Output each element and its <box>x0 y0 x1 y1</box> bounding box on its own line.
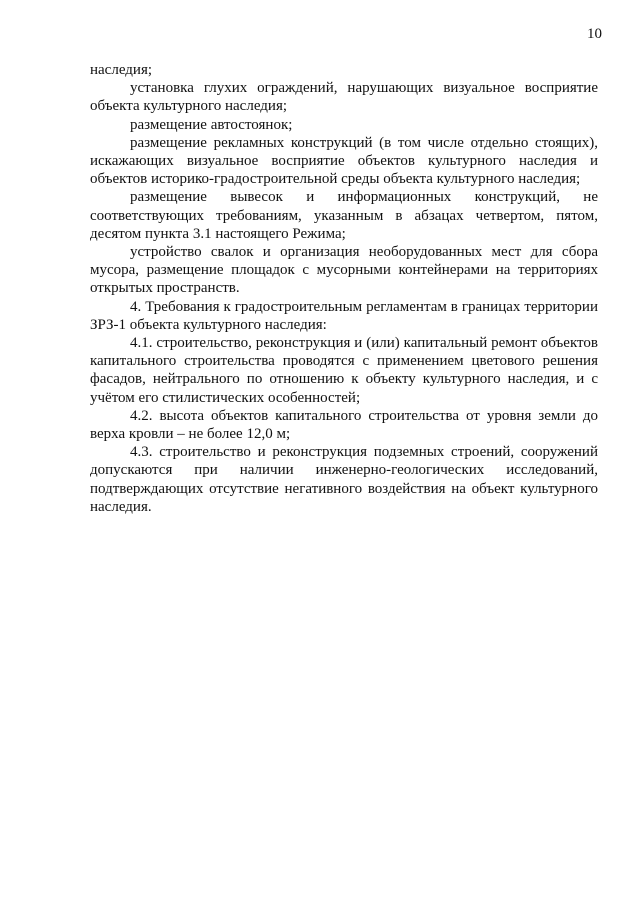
page-number: 10 <box>587 26 602 42</box>
paragraph-continuation: наследия; <box>90 62 153 78</box>
paragraph: размещение вывесок и информационных конструкций, не соответствующих требованиям, указанным в абзацах четвертом, пятом, десятом пункта 3.1 настоящего Режима; <box>90 189 598 242</box>
paragraph-4-3: 4.3. строительство и реконструкция подземных строений, сооружений допускаются при наличии инженерно-геологических исследований, подтверждающих отсутствие негативного воздействия на объект культурного наследия. <box>90 444 598 515</box>
paragraph: размещение автостоянок; <box>130 116 293 133</box>
paragraph: установка глухих ограждений, нарушающих визуальное восприятие объекта культурного наследия; <box>90 80 598 115</box>
paragraph-4-2: 4.2. высота объектов капитального строительства от уровня земли до верха кровли – не более 12,0 м; <box>90 407 598 443</box>
paragraph-4-1: 4.1. строительство, реконструкция и (или) капитальный ремонт объектов капитального строительства проводятся с применением цветового решения фасадов, нейтрального по отношению к объекту культурного наследия, и с учётом его стилистических особенностей; <box>90 335 598 406</box>
paragraph-section-4: 4. Требования к градостроительным регламентам в границах территории ЗРЗ-1 объекта культурного наследия: <box>90 298 598 333</box>
paragraph: размещение рекламных конструкций (в том числе отдельно стоящих), искажающих визуальное восприятие объектов культурного наследия и объектов историко-градостроительной среды объекта культурного наследия; <box>90 134 598 188</box>
paragraph: устройство свалок и организация необорудованных мест для сбора мусора, размещение площадок с мусорными контейнерами на территориях открытых пространств. <box>90 244 598 297</box>
document-body <box>90 61 598 516</box>
